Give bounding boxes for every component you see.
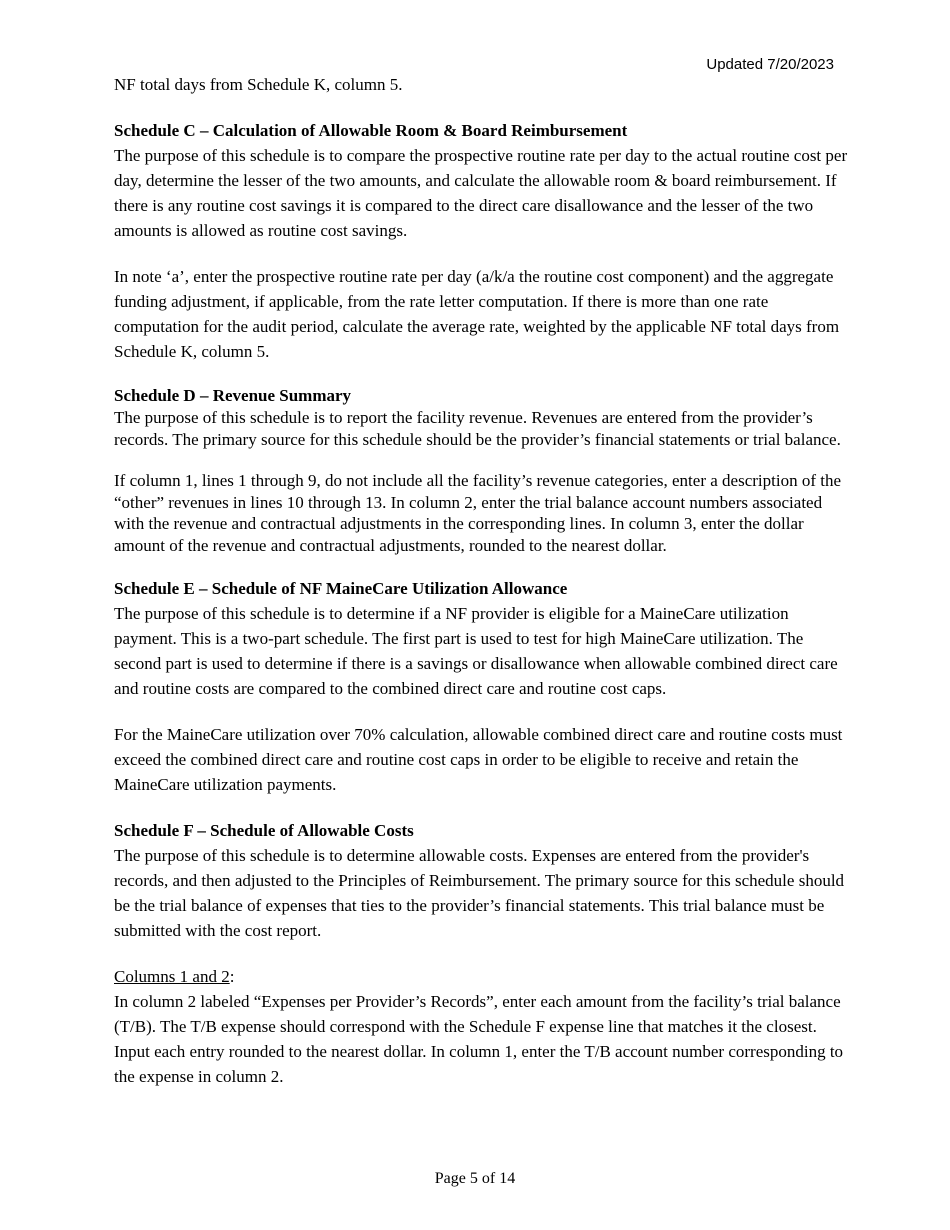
schedule-e-section [114, 576, 849, 797]
schedule-f-paragraph-2: In column 2 labeled “Expenses per Provider’s Records”, enter each amount from the facility’s trial balance (T/B). The T/B expense should correspond with the Schedule F expense line that matches it the closest. Input each entry rounded to the nearest dollar. In column 1, enter the T/B account number corresponding to the expense in column 2. [114, 992, 844, 1086]
updated-date: Updated 7/20/2023 [706, 56, 834, 73]
schedule-c-heading: Schedule C – Calculation of Allowable Room & Board Reimbursement [114, 121, 628, 140]
columns-label: Columns 1 and 2 [114, 967, 230, 986]
schedule-f-section [114, 818, 849, 1089]
schedule-d-paragraph-1: The purpose of this schedule is to report the facility revenue. Revenues are entered from the provider’s records. The primary source for this schedule should be the provider’s financial statements or trial balance. [114, 408, 841, 449]
schedule-e-paragraph-2: For the MaineCare utilization over 70% calculation, allowable combined direct care and routine costs must exceed the combined direct care and routine cost caps in order to be eligible to receive and retain the MaineCare utilization payments. [114, 725, 843, 794]
schedule-e-heading: Schedule E – Schedule of NF MaineCare Utilization Allowance [114, 579, 568, 598]
document-body [114, 72, 849, 1089]
schedule-d-section [114, 385, 849, 556]
columns-subheading [114, 964, 849, 989]
schedule-c-section [114, 118, 849, 364]
schedule-e-paragraph-1: The purpose of this schedule is to determine if a NF provider is eligible for a MaineCare utilization payment. This is a two-part schedule. The first part is used to test for high MaineCare utilization. The second part is used to determine if there is a savings or disallowance when allowable combined direct care and routine costs are compared to the combined direct care and routine cost caps. [114, 604, 838, 698]
schedule-d-paragraph-2: If column 1, lines 1 through 9, do not include all the facility’s revenue categories, enter a description of the “other” revenues in lines 10 through 13. In column 2, enter the trial balance account numbers associated with the revenue and contractual adjustments in the corresponding lines. In column 3, enter the dollar amount of the revenue and contractual adjustments, rounded to the nearest dollar. [114, 471, 841, 555]
schedule-c-paragraph-2: In note ‘a’, enter the prospective routine rate per day (a/k/a the routine cost component) and the aggregate funding adjustment, if applicable, from the rate letter computation. If there is more than one rate computation for the audit period, calculate the average rate, weighted by the applicable NF total days from Schedule K, column 5. [114, 267, 840, 361]
schedule-f-paragraph-1: The purpose of this schedule is to determine allowable costs. Expenses are entered from the provider's records, and then adjusted to the Principles of Reimbursement. The primary source for this schedule should be the trial balance of expenses that ties to the provider’s financial statements. This trial balance must be submitted with the cost report. [114, 846, 845, 940]
columns-colon: : [229, 967, 235, 986]
schedule-c-paragraph-1: The purpose of this schedule is to compare the prospective routine rate per day to the actual routine cost per day, determine the lesser of the two amounts, and calculate the allowable room & board reimbursement. If there is any routine cost savings it is compared to the direct care disallowance and the lesser of the two amounts is allowed as routine cost savings. [114, 146, 848, 240]
page-number: Page 5 of 14 [434, 1170, 516, 1187]
schedule-f-heading: Schedule F – Schedule of Allowable Costs [114, 821, 414, 840]
intro-line: NF total days from Schedule K, column 5. [114, 75, 403, 94]
schedule-d-heading: Schedule D – Revenue Summary [114, 386, 352, 405]
